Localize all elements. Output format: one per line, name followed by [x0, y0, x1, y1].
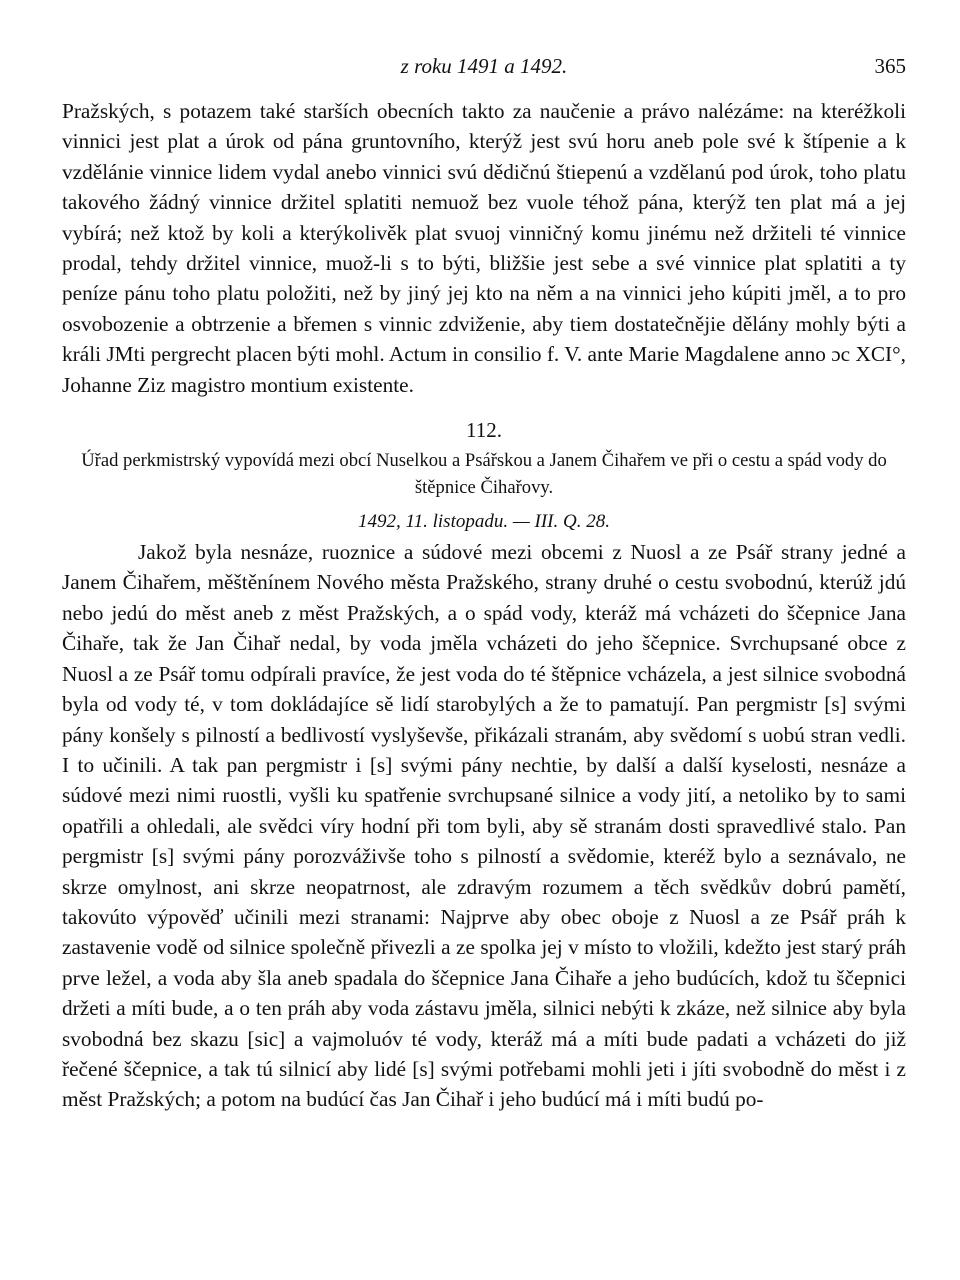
page-header	[62, 46, 906, 82]
document-dateline: 1492, 11. listopadu. — III. Q. 28.	[358, 511, 610, 533]
document-text: Jakož byla nesnáze, ruoznice a súdové mezi obcemi z Nuosl a ze Psář strany jedné a Janem Čihařem, měštěnínem Nového města Pražského, strany druhé o cestu svobodnú, kterúž jdú nebo jedú do měst aneb z měst Pražských, a o spád vody, kteráž má vcházeti do ščepnice Jana Čihaře, tak že Jan Čihař nedal, by voda jměla vcházeti do jeho ščepnice. Svrchupsané obce z Nuosl a ze Psář tomu odpírali pravíce, že jest voda do té štěpnice vcházela, a jest silnice svobodná byla od vody té, v tom dokládajíce sě lidí starobylých a že to pamatují. Pan pergmistr [s] svými pány konšely s pilností a bedlivostí vyslyševše, přikázali stranám, aby svědomí s uobú stran vedli. I to učinili. A tak pan pergmistr i [s] svými pány nechtie, by další a další kyselosti, nesnáze a súdové mezi nimi ruostli, vyšli ku spatřenie svrchupsané silnice a vody jití, a netoliko by to sami opatřili a ohledali, ale svědci víry hodní při tom byli, aby sě stranám dosti spravedlivé stalo. Pan pergmistr [s] svými pány porozváživše toho s pilností a svědomie, kteréž bylo a seznávalo, ne skrze omylnost, ani skrze neopatrnost, ale zdravým rozumem a těch svědkův dobrú pamětí, takovúto výpověď učinili mezi stranami: Najprve aby obec oboje z Nuosl a ze Psář práh k zastavenie vodě od silnice společně přivezli a ze spolka jej v místo to vložili, kdežto jest starý práh prve ležel, a voda aby šla aneb spadala do ščepnice Jana Čihaře a jeho budúcích, kdož tu ščepnici držeti a míti bude, a o ten práh aby voda zástavu jměla, silnici nebýti k zkáze, než silnice aby byla svobodná bez skazu [sic] a vajmoluóv té vody, kteráž má a míti bude padati a vcházeti do již řečené ščepnice, a tak tú silnicí aby lidé [s] svými potřebami mohli jeti i jíti svobodně do měst i z měst Pražských; a potom na budúcí čas Jan Čihař i jeho budúcí má i míti budú po-	[62, 540, 906, 1112]
book-page	[62, 46, 906, 1115]
document-number: 112.	[466, 418, 502, 443]
paragraph-continuation: Pražských, s potazem také starších obecních takto za naučenie a právo nalézáme: na kteréžkoli vinnici jest plat a úrok od pána gruntovního, kterýž jest svú horu aneb pole své k štípenie a k vzdělánie vinnice lidem vydal anebo vinnici svú dědičnú štiepenú a vzdělanú pod úrok, toho platu takového žádný vinnice držitel splatiti nemuož bez vuole téhož pána, kterýž ten plat má a jej vybírá; než ktož by koli a kterýkolivěk plat svuoj vinničný komu jinému než držiteli té vinnice prodal, tehdy držitel vinnice, muož-li s to býti, bližšie jest sebe a své vinnice plat splatiti a ty peníze pánu toho platu položiti, než by jiný jej kto na něm a na vinnici jeho kúpiti jměl, a to pro osvobozenie a obtrzenie a břemen s vinnic zdviženie, aby tiem dostatečnějie dělány mohly býti a králi JMti pergrecht placen býti mohl. Actum in consilio f. V. ante Marie Magdalene anno ɔc XCI°, Johanne Ziz magistro montium existente.	[62, 99, 906, 397]
document-regest: Úřad perkmistrský vypovídá mezi obcí Nuselkou a Psářskou a Janem Čihařem ve při o cestu a spád vody do štěpnice Čihařovy.	[81, 450, 887, 499]
running-title: z roku 1491 a 1492.	[400, 54, 568, 78]
page-number: 365	[874, 54, 906, 78]
